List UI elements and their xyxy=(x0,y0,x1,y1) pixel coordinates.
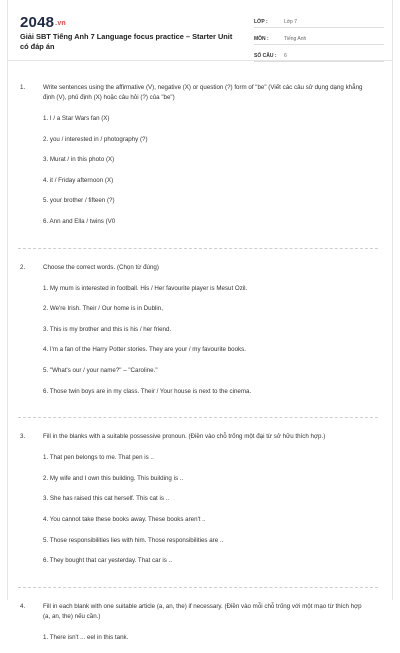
question-2 xyxy=(18,263,378,408)
question-item: 2. you / interested in / photography (?) xyxy=(43,135,148,143)
meta-value: Tiếng Anh xyxy=(284,36,307,42)
question-item: 4. I'm a fan of the Harry Potter stories. They are your / my favourite books. xyxy=(43,346,246,354)
meta-key: LỚP : xyxy=(254,19,268,25)
question-item: 5. "What's our / your name?" – "Caroline." xyxy=(43,366,158,374)
question-divider xyxy=(18,248,378,249)
meta-row-count xyxy=(254,48,384,62)
question-item: 1. That pen belongs to me. That pen is .. xyxy=(43,454,154,462)
document-page xyxy=(7,0,393,641)
meta-row-class xyxy=(254,14,384,28)
question-item: 2. My wife and I own this building. This building is .. xyxy=(43,474,184,482)
question-item: 1. There isn't ... eel in this tank. xyxy=(43,633,129,641)
question-item: 3. She has raised this cat herself. This cat is .. xyxy=(43,495,170,503)
question-item: 3. Murat / in this photo (X) xyxy=(43,156,115,164)
question-1 xyxy=(18,83,378,238)
document-header xyxy=(8,0,392,61)
logo-main: 2048 xyxy=(20,14,55,31)
question-item: 4. it / Friday afternoon (X) xyxy=(43,176,114,184)
question-item: 5. Those responsibilities lies with him. Those responsibilities are .. xyxy=(43,536,224,544)
document-meta xyxy=(254,14,384,65)
question-text: Fill in the blanks with a suitable possessive pronoun. (Điền vào chỗ trống một đại từ sở hữu thích hợp.) xyxy=(43,433,326,441)
question-number: 2. xyxy=(20,263,26,271)
document-content xyxy=(8,61,392,653)
question-number: 1. xyxy=(20,84,26,91)
question-item: 2. We're Irish. Their / Our home is in Dublin, xyxy=(43,305,163,313)
meta-key: MÔN : xyxy=(254,36,269,42)
question-item: 4. You cannot take these books away. These books aren't .. xyxy=(43,515,206,523)
question-body xyxy=(43,83,378,238)
question-item: 6. Those twin boys are in my class. Their / Your house is next to the cinema. xyxy=(43,387,252,395)
meta-key: SỐ CÂU : xyxy=(254,53,277,59)
meta-value: 6 xyxy=(284,53,287,59)
question-3 xyxy=(18,432,378,577)
question-body xyxy=(43,432,378,577)
question-divider xyxy=(18,587,378,588)
site-logo[interactable] xyxy=(20,14,66,31)
question-item: 3. This is my brother and this is his / her friend. xyxy=(43,325,172,333)
question-item: 6. They bought that car yesterday. That car is .. xyxy=(43,557,172,565)
logo-tld: .vn xyxy=(55,20,66,27)
question-text: Write sentences using the affirmative (V), negative (X) or question (?) form of "be" (Viết các câu sử dụng dạng khẳng định (V), phủ định (X) hoặc câu hỏi (?) của "be") xyxy=(43,84,363,101)
question-body xyxy=(43,602,378,653)
question-text: Fill in each blank with one suitable article (a, an, the) if necessary. (Điền vào mỗi chỗ trống với một mạo từ thích hợp (a, an, the) nếu cần.) xyxy=(43,602,362,620)
question-number: 4. xyxy=(20,602,26,610)
meta-row-subject xyxy=(254,31,384,45)
question-item: 6. Ann and Ella / twins (V0 xyxy=(43,217,116,225)
question-item: 1. I / a Star Wars fan (X) xyxy=(43,115,110,122)
question-text: Choose the correct words. (Chọn từ đúng) xyxy=(43,263,159,271)
question-item: 1. My mum is interested in football. His / Her favourite player is Mesut Ozil. xyxy=(43,284,248,292)
document-title: Giải SBT Tiếng Anh 7 Language focus practice – Starter Unit có đáp án xyxy=(20,32,233,51)
question-item: 5. your brother / fifteen (?) xyxy=(43,197,115,205)
question-divider xyxy=(18,417,378,418)
question-body xyxy=(43,263,378,408)
question-4 xyxy=(18,602,378,653)
meta-value: Lớp 7 xyxy=(284,19,298,25)
question-number: 3. xyxy=(20,433,26,441)
